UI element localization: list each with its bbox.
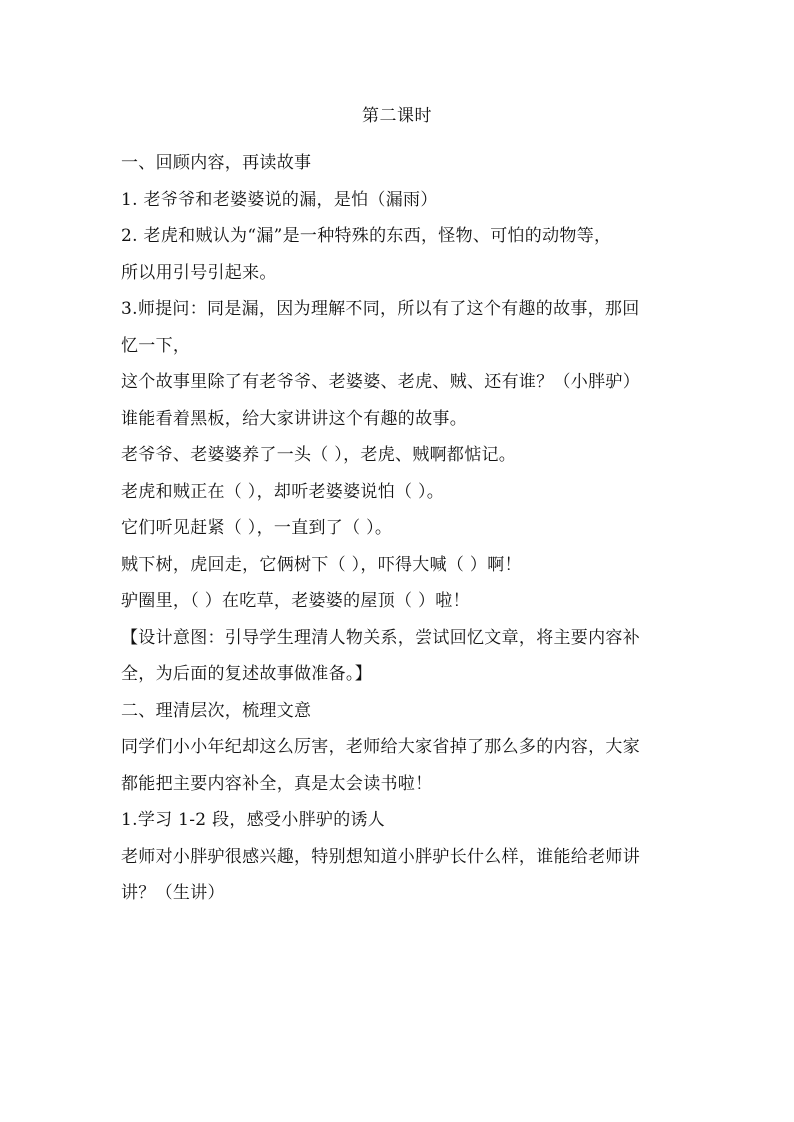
paragraph-line: 讲？（生讲） bbox=[121, 883, 225, 903]
paragraph-line: 3.师提问：同是漏，因为理解不同，所以有了这个有趣的故事，那回 bbox=[121, 299, 640, 319]
paragraph-line: 2. 老虎和贼认为“漏”是一种特殊的东西，怪物、可怕的动物等， bbox=[121, 226, 612, 246]
paragraph-line: 谁能看着黑板，给大家讲讲这个有趣的故事。 bbox=[121, 408, 467, 429]
paragraph-line: 1. 老爷爷和老婆婆说的漏，是怕（漏雨） bbox=[121, 189, 438, 210]
paragraph-line: 所以用引号引起来。 bbox=[121, 262, 277, 283]
paragraph-line: 忆一下， bbox=[121, 335, 191, 356]
fill-blank-line: 贼下树，虎回走，它俩树下（ ），吓得大喊（ ）啊！ bbox=[121, 554, 522, 575]
fill-blank-line: 它们听见赶紧（ ），一直到了（ ）。 bbox=[121, 518, 393, 538]
design-intent-note: 全，为后面的复述故事做准备。】 bbox=[121, 664, 372, 684]
design-intent-note: 【设计意图：引导学生理清人物关系，尝试回忆文章，将主要内容补 bbox=[121, 627, 640, 648]
document-body bbox=[121, 145, 681, 912]
section-heading-structure: 二、理清层次，梳理文意 bbox=[121, 700, 312, 721]
fill-blank-line: 老爷爷、老婆婆养了一头（ ），老虎、贼啊都惦记。 bbox=[121, 445, 517, 465]
paragraph-line: 这个故事里除了有老爷爷、老婆婆、老虎、贼、还有谁？（小胖驴） bbox=[121, 372, 640, 392]
page-title: 第二课时 bbox=[362, 106, 432, 126]
paragraph-line: 同学们小小年纪却这么厉害，老师给大家省掉了那么多的内容，大家 bbox=[121, 737, 640, 757]
section-heading-review: 一、回顾内容，再读故事 bbox=[121, 153, 312, 173]
subsection-heading: 1.学习 1-2 段，感受小胖驴的诱人 bbox=[121, 810, 386, 830]
fill-blank-line: 驴圈里，（ ）在吃草，老婆婆的屋顶（ ）啦！ bbox=[121, 591, 470, 611]
fill-blank-line: 老虎和贼正在（ ），却听老婆婆说怕（ ）。 bbox=[121, 481, 445, 502]
paragraph-line: 都能把主要内容补全，真是太会读书啦！ bbox=[121, 773, 433, 794]
paragraph-line: 老师对小胖驴很感兴趣，特别想知道小胖驴长什么样，谁能给老师讲 bbox=[121, 846, 640, 867]
